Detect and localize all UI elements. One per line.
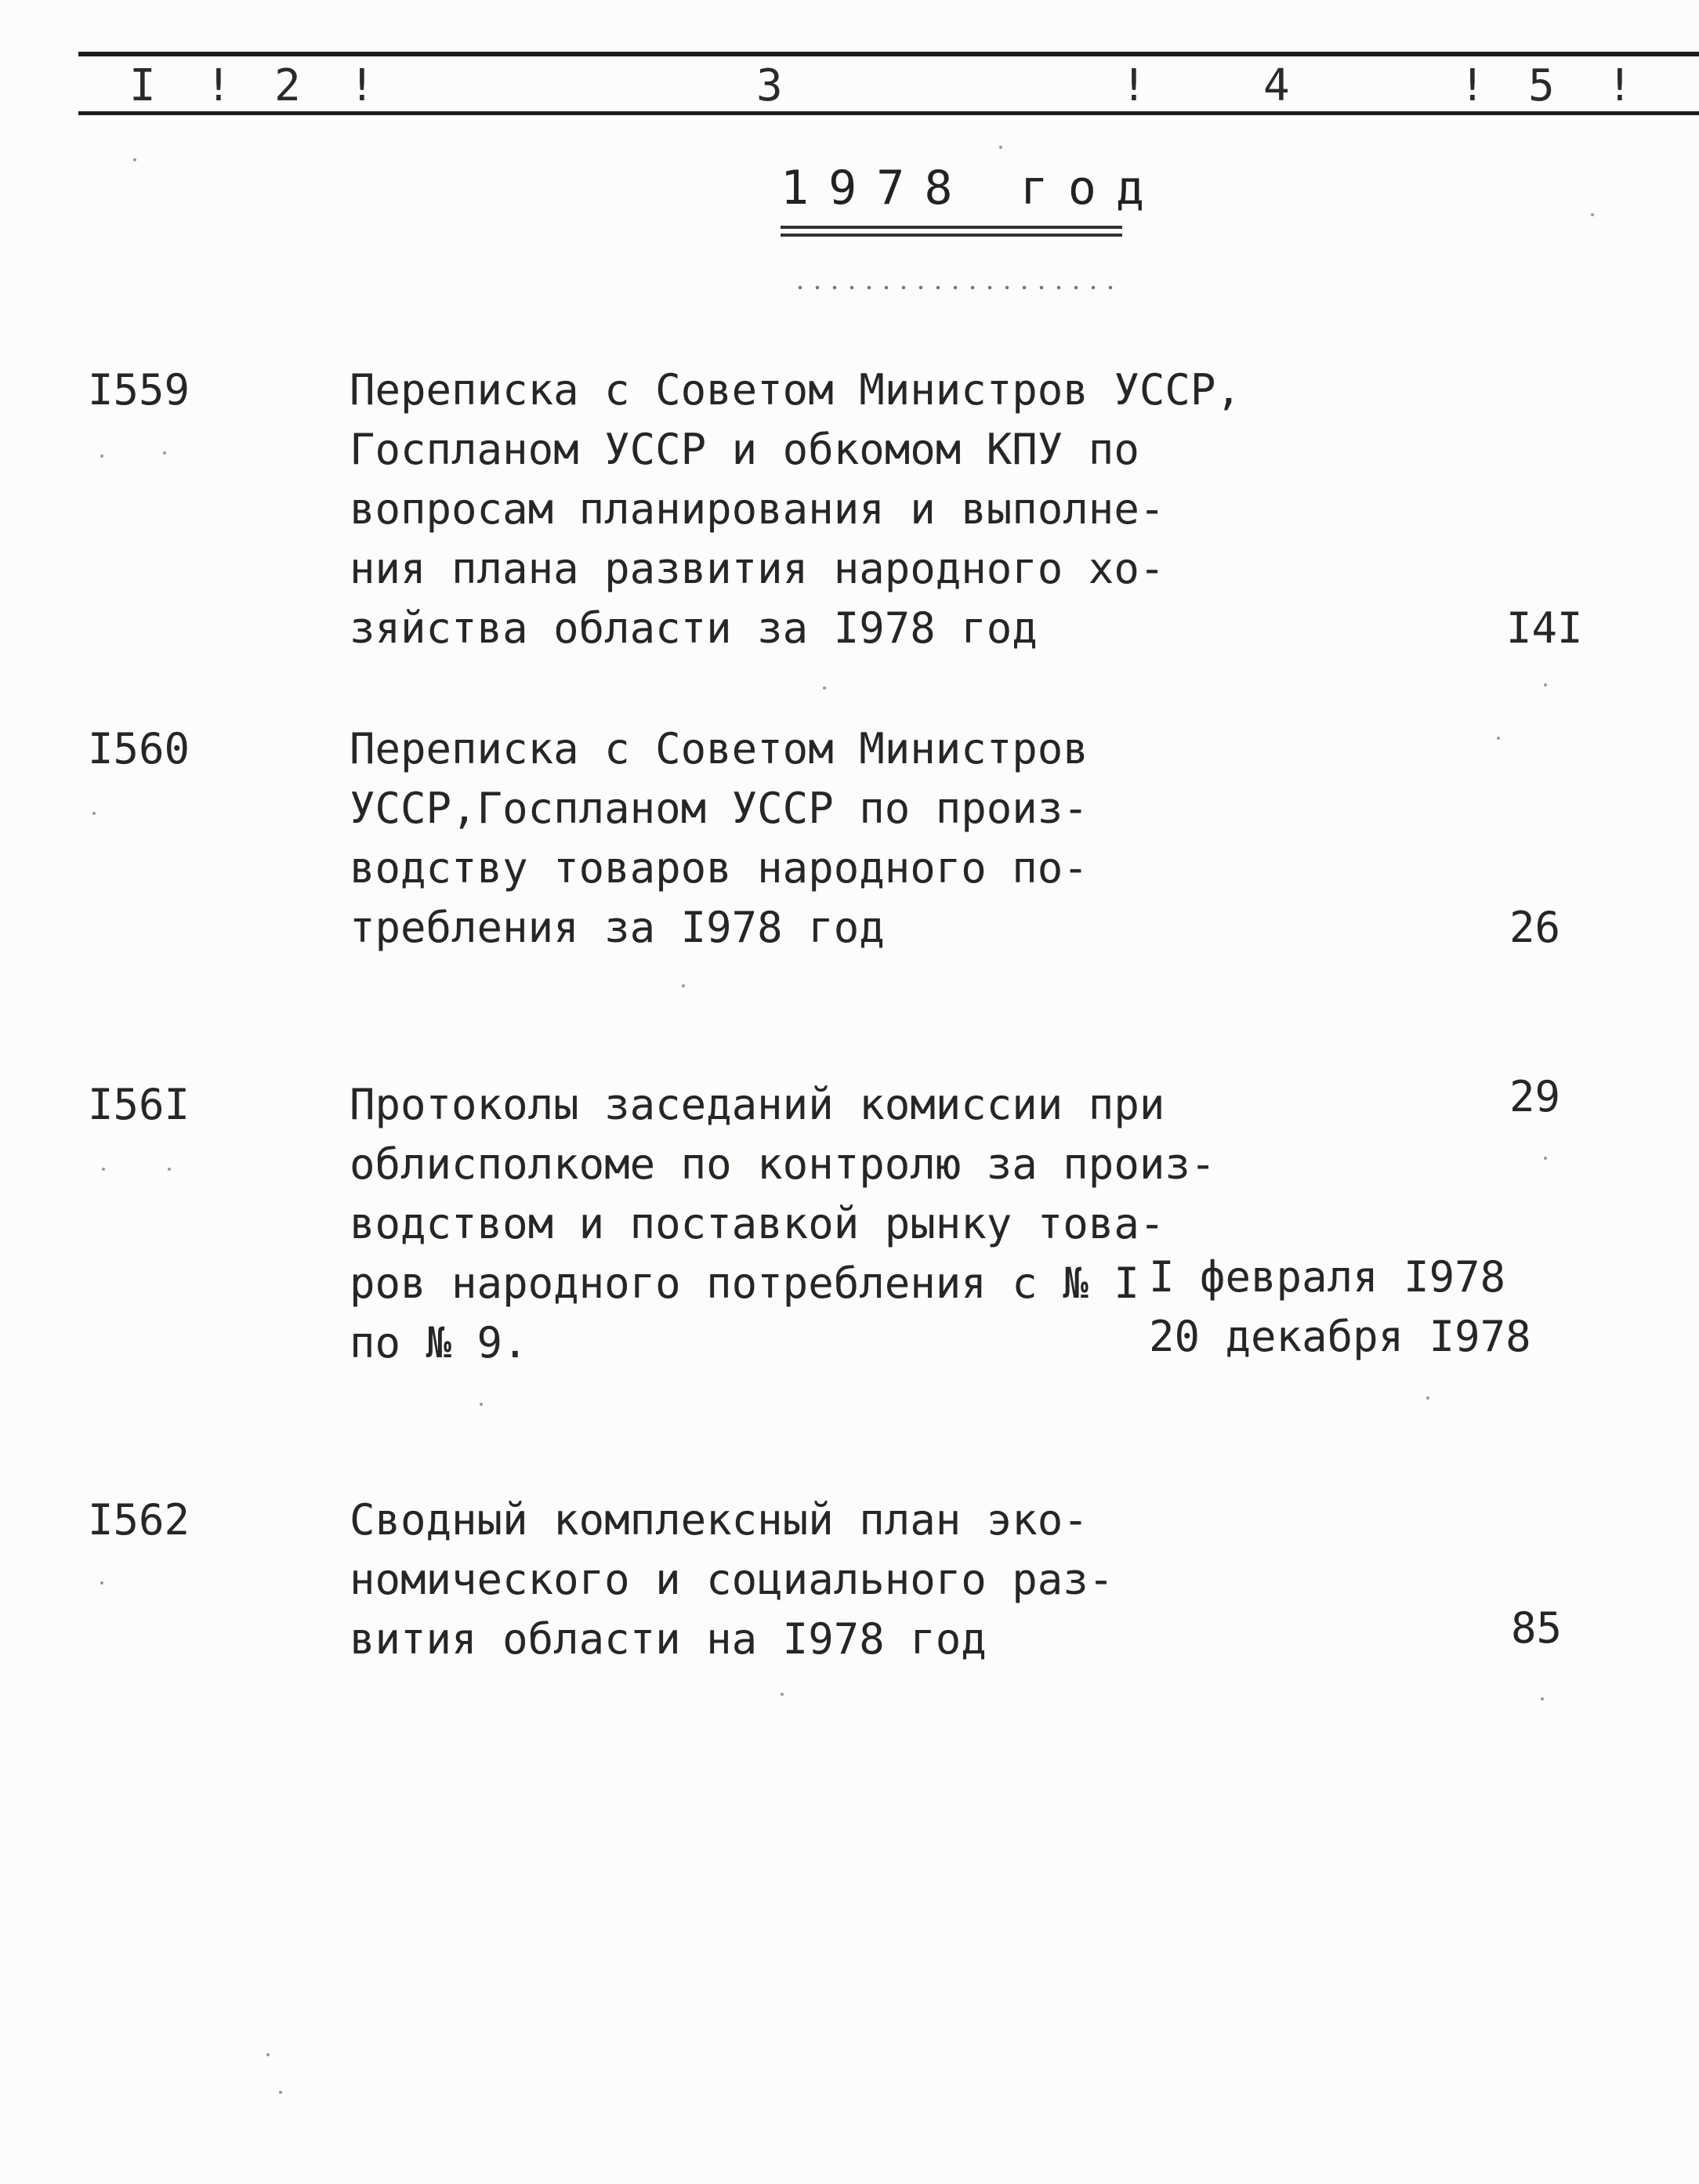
dotted-separator <box>792 284 1113 292</box>
record-number: I560 <box>88 724 190 773</box>
scan-speck <box>92 812 96 815</box>
record-title <box>350 1075 1215 1373</box>
scan-speck <box>1591 213 1594 216</box>
record-date-end: 20 декабря I978 <box>1149 1312 1531 1361</box>
record-sheet-count: 29 <box>1509 1072 1561 1121</box>
record-title-line: требления за I978 год <box>350 903 885 952</box>
record-sheet-count: 26 <box>1509 903 1561 952</box>
record-title <box>350 360 1241 658</box>
record-date-start: I февраля I978 <box>1149 1252 1506 1302</box>
record-sheet-count: I4I <box>1506 603 1583 653</box>
record-title-line: вопросам планирования и выполне- <box>350 484 1165 534</box>
scan-speck <box>1544 683 1547 686</box>
column-header-5: 5 <box>1528 60 1555 111</box>
scan-speck <box>1541 1697 1544 1700</box>
record-title-line: ров народного потребления с № I <box>350 1259 1139 1308</box>
record-title-line: Госпланом УССР и обкомом КПУ по <box>350 425 1139 474</box>
record-title-line: облисполкоме по контролю за произ- <box>350 1139 1216 1189</box>
scan-speck <box>1426 1396 1429 1400</box>
scan-speck <box>100 1581 103 1585</box>
scan-speck <box>823 686 826 690</box>
record-title-line: Протоколы заседаний комиссии при <box>350 1080 1165 1129</box>
scan-speck <box>102 1168 105 1171</box>
record-title-line: водству товаров народного по- <box>350 843 1089 893</box>
heading-underline <box>781 234 1122 237</box>
column-separator: ! <box>349 60 375 111</box>
record-sheet-count: 85 <box>1511 1603 1563 1653</box>
column-header-4: 4 <box>1263 60 1290 111</box>
record-number: I559 <box>88 365 190 415</box>
record-title-line: Сводный комплексный план эко- <box>350 1495 1089 1545</box>
column-separator: ! <box>1607 60 1633 111</box>
record-title-line: по № 9. <box>350 1318 528 1367</box>
column-separator: ! <box>1459 60 1486 111</box>
scan-speck <box>480 1403 483 1406</box>
column-separator: ! <box>1121 60 1147 111</box>
column-separator: ! <box>205 60 232 111</box>
scan-speck <box>1544 1157 1547 1160</box>
column-header-3: 3 <box>756 60 783 111</box>
record-number: I56I <box>88 1080 190 1129</box>
scan-speck <box>1497 737 1500 740</box>
section-heading: 1978 год <box>781 161 1164 216</box>
scan-speck <box>682 984 685 987</box>
scan-speck <box>266 2053 270 2056</box>
record-title-line: водством и поставкой рынку това- <box>350 1199 1165 1248</box>
header-bottom-rule <box>78 111 1699 115</box>
scan-speck <box>781 1693 784 1696</box>
column-header-2: 2 <box>274 60 301 111</box>
header-top-rule <box>78 52 1699 56</box>
scan-speck <box>133 158 136 161</box>
scan-speck <box>168 1168 171 1171</box>
record-title <box>350 1490 1114 1669</box>
scan-speck <box>999 146 1002 149</box>
record-title-line: Переписка с Советом Министров УССР, <box>350 365 1241 415</box>
record-title-line: УССР,Госпланом УССР по произ- <box>350 784 1089 833</box>
scan-speck <box>163 451 166 455</box>
record-title-line: вития области на I978 год <box>350 1614 987 1664</box>
column-header-1: I <box>129 60 156 111</box>
scan-speck <box>100 455 103 458</box>
record-title-line: ния плана развития народного хо- <box>350 544 1165 593</box>
record-title-line: номического и социального раз- <box>350 1555 1114 1604</box>
record-title <box>350 719 1089 958</box>
record-title-line: Переписка с Советом Министров <box>350 724 1089 773</box>
heading-underline <box>781 226 1122 229</box>
record-title-line: зяйства области за I978 год <box>350 603 1038 653</box>
scan-speck <box>279 2091 282 2094</box>
record-number: I562 <box>88 1495 190 1545</box>
